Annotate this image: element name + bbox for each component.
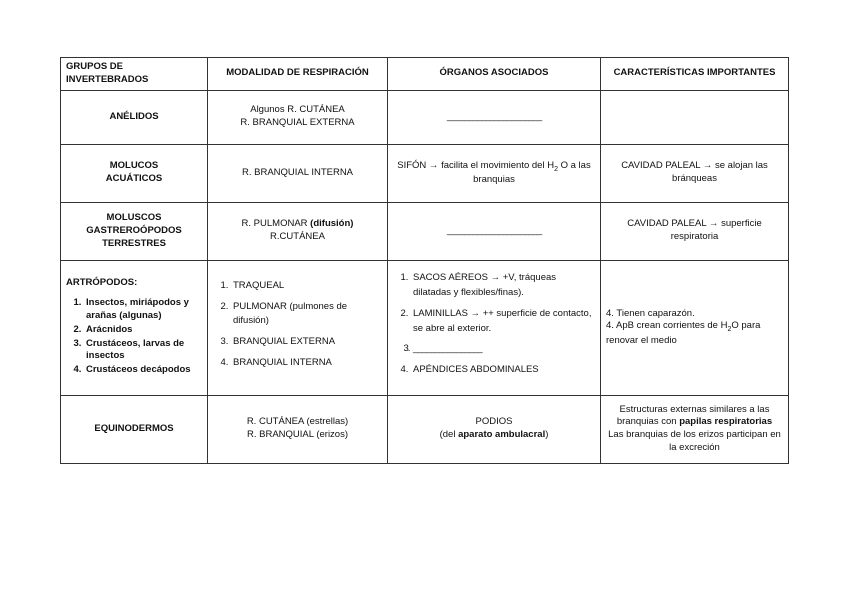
resp-moluscos-terrestres-paren: (difusión) [310, 218, 354, 230]
resp-equinodermos [208, 395, 388, 463]
group-moluscos-acuaticos-line-1: MOLUCOS [109, 160, 159, 172]
resp-moluscos-acuaticos: R. BRANQUIAL INTERNA [208, 144, 388, 202]
group-equinodermos: EQUINODERMOS [61, 395, 208, 463]
group-moluscos-terrestres-line-2: GASTREROÓPODOS [86, 224, 182, 236]
resp-moluscos-terrestres [208, 202, 388, 260]
row-equinodermos [61, 395, 789, 463]
row-anelidos [61, 90, 789, 144]
features-artropodos-line-2-sub: 2 [727, 326, 732, 334]
features-moluscos-terrestres: CAVIDAD PALEAL → superficie respiratoria [601, 202, 789, 260]
group-moluscos-acuaticos [61, 144, 208, 202]
resp-artropodos-list [213, 279, 382, 371]
list-item: 3. BRANQUIAL EXTERNA [231, 335, 382, 350]
header-respiration: MODALIDAD DE RESPIRACIÓN [208, 58, 388, 91]
organs-equinodermos-prefix: (del [439, 429, 459, 441]
features-equinodermos-bold: papilas respiratorias [679, 416, 773, 428]
group-artropodos-list [66, 297, 202, 377]
organs-equinodermos-bold: aparato ambulacral [458, 429, 546, 441]
features-equinodermos-line-1 [606, 404, 783, 430]
list-item: 1. TRAQUEAL [231, 279, 382, 294]
features-equinodermos-prefix: Estructuras externas similares a las branquias con [616, 403, 770, 428]
resp-moluscos-terrestres-main: R. PULMONAR [241, 218, 311, 230]
row-moluscos-terrestres [61, 202, 789, 260]
list-item: 4. Crustáceos decápodos [84, 364, 202, 377]
features-artropodos-line-1: 4. Tienen caparazón. [606, 307, 695, 319]
group-anelidos: ANÉLIDOS [61, 90, 208, 144]
features-artropodos [601, 260, 789, 395]
group-moluscos-terrestres [61, 202, 208, 260]
list-item: 1. SACOS AÉREOS → +V, tráqueas dilatadas y flexibles/finas). [411, 271, 595, 300]
organs-equinodermos-title: PODIOS [475, 416, 513, 428]
features-equinodermos [601, 395, 789, 463]
group-moluscos-acuaticos-line-2: ACUÁTICOS [105, 173, 163, 185]
group-moluscos-terrestres-line-1: MOLUSCOS [106, 211, 162, 223]
list-item: 4. APÉNDICES ABDOMINALES [411, 363, 595, 378]
resp-moluscos-terrestres-line-2: R.CUTÁNEA [270, 231, 325, 243]
features-artropodos-line-2 [606, 320, 783, 347]
resp-anelidos-line-1: Algunos R. CUTÁNEA [250, 104, 345, 116]
organs-moluscos-terrestres: ______________________ [388, 202, 601, 260]
features-anelidos [601, 90, 789, 144]
organs-artropodos-list [393, 271, 595, 377]
list-item: 3. Crustáceos, larvas de insectos [84, 338, 202, 364]
organs-equinodermos [388, 395, 601, 463]
list-item: 4. BRANQUIAL INTERNA [231, 356, 382, 371]
resp-anelidos-line-2: R. BRANQUIAL EXTERNA [240, 117, 355, 129]
resp-moluscos-terrestres-line-1 [213, 218, 382, 231]
group-artropodos-title: ARTRÓPODOS: [66, 277, 138, 289]
header-row [61, 58, 789, 91]
list-item: 2. PULMONAR (pulmones de difusión) [231, 300, 382, 329]
organs-equinodermos-sub [393, 429, 595, 442]
features-equinodermos-line-2: Las branquias de los erizos participan en la excreción [608, 429, 781, 453]
row-moluscos-acuaticos [61, 144, 789, 202]
list-item: 2. LAMINILLAS → ++ superficie de contacto, se abre al exterior. [411, 307, 595, 336]
organs-moluscos-acuaticos-prefix: SIFÓN → facilita el movimiento del H [397, 159, 555, 171]
resp-equinodermos-line-1: R. CUTÁNEA (estrellas) [246, 416, 349, 428]
resp-artropodos [208, 260, 388, 395]
header-groups: GRUPOS DE INVERTEBRADOS [61, 58, 208, 91]
row-artropodos [61, 260, 789, 395]
organs-artropodos [388, 260, 601, 395]
features-moluscos-acuaticos: CAVIDAD PALEAL → se alojan las bránqueas [601, 144, 789, 202]
resp-equinodermos-line-2: R. BRANQUIAL (erizos) [247, 429, 348, 441]
list-item: 2. Arácnidos [84, 324, 202, 337]
header-organs: ÓRGANOS ASOCIADOS [388, 58, 601, 91]
resp-anelidos [208, 90, 388, 144]
group-moluscos-terrestres-line-3: TERRESTRES [102, 237, 166, 249]
group-artropodos [61, 260, 208, 395]
features-artropodos-line-2-prefix: 4. ApB crean corrientes de H [606, 320, 728, 332]
header-features: CARACTERÍSTICAS IMPORTANTES [601, 58, 789, 91]
list-item: 3. ________________ [411, 342, 595, 357]
organs-moluscos-acuaticos-sub: 2 [554, 165, 558, 173]
invertebrate-respiration-table [60, 57, 789, 464]
organs-equinodermos-suffix: ) [545, 429, 549, 441]
organs-moluscos-acuaticos-suffix: O a las branquias [473, 159, 591, 185]
organs-moluscos-acuaticos [388, 144, 601, 202]
list-item: 1. Insectos, miriápodos y arañas (algunas) [84, 297, 202, 323]
features-artropodos-line-2-suffix: O para renovar el medio [606, 320, 761, 346]
organs-anelidos: ______________________ [388, 90, 601, 144]
